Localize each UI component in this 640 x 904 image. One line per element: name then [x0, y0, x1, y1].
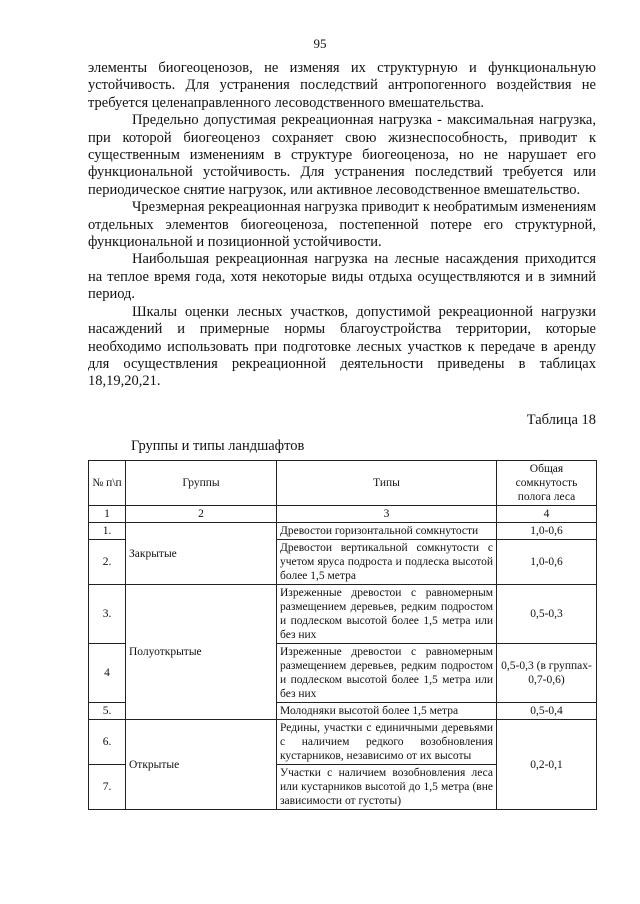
row-number: 6. — [89, 720, 126, 765]
landscape-table — [88, 460, 597, 810]
density-cell: 1,0-0,6 — [497, 540, 597, 585]
table-row — [89, 523, 597, 540]
type-cell: Древостои вертикальной сомкнутости с учетом яруса подроста и подлеска высотой более 1,5 метра — [277, 540, 497, 585]
page-number: 95 — [313, 36, 327, 51]
density-cell: 0,5-0,3 (в группах- 0,7-0,6) — [497, 644, 597, 703]
density-cell: 0,5-0,3 — [497, 585, 597, 644]
density-cell: 0,2-0,1 — [497, 720, 597, 810]
table-title: Группы и типы ландшафтов — [131, 438, 305, 454]
paragraph: Чрезмерная рекреационная нагрузка приводит к необратимым изменениям отдельных элементов биогеоценоза, постепенной потере его структурной, функциональной и позиционной устойчивости. — [88, 199, 596, 251]
header-num: № п\п — [89, 461, 126, 506]
row-number: 7. — [89, 765, 126, 810]
group-open: Открытые — [126, 720, 277, 810]
density-cell: 0,5-0,4 — [497, 703, 597, 720]
type-cell: Изреженные древостои с равномерным размещением деревьев, редким подростом и подлеском высотой более 1,5 метра или без них — [277, 585, 497, 644]
header-groups: Группы — [126, 461, 277, 506]
index-cell: 3 — [277, 506, 497, 523]
group-semi-open: Полуоткрытые — [126, 585, 277, 720]
body-text — [88, 60, 596, 391]
density-cell: 1,0-0,6 — [497, 523, 597, 540]
header-types: Типы — [277, 461, 497, 506]
paragraph: элементы биогеоценозов, не изменяя их структурную и функциональную устойчивость. Для устранения последствий антропогенного воздействия не требуется целенаправленного лесоводственного вмешательства. — [88, 60, 596, 111]
row-number: 5. — [89, 703, 126, 720]
table-row — [89, 720, 597, 765]
paragraph: Шкалы оценки лесных участков, допустимой рекреационной нагрузки насаждений и примерные нормы благоустройства территории, которые необходимо использовать при подготовке лесных участков к передаче в аренду для осуществления рекреационной деятельности приведены в таблицах 18,19,20,21. — [88, 303, 596, 390]
table-row — [89, 585, 597, 644]
row-number: 3. — [89, 585, 126, 644]
type-cell: Изреженные древостои с равномерным размещением деревьев, редким подростом и подлеском высотой более 1,5 метра или без них — [277, 644, 497, 703]
index-cell: 1 — [89, 506, 126, 523]
header-row — [89, 461, 597, 506]
index-cell: 2 — [126, 506, 277, 523]
row-number: 1. — [89, 523, 126, 540]
header-density: Общая сомкнутость полога леса — [497, 461, 597, 506]
paragraph: Предельно допустимая рекреационная нагрузка - максимальная нагрузка, при которой биогеоценоз сохраняет свою жизнеспособность, приводит к существенным изменениям в структуре биогеоценоза, но не нарушает его функциональной устойчивость. Для устранения последствий требуется или периодическое снятие нагрузок, или активное лесоводственное вмешательство. — [88, 112, 596, 198]
index-cell: 4 — [497, 506, 597, 523]
type-cell: Древостои горизонтальной сомкнутости — [277, 523, 497, 540]
index-row — [89, 506, 597, 523]
type-cell: Молодняки высотой более 1,5 метра — [277, 703, 497, 720]
group-closed: Закрытые — [126, 523, 277, 585]
paragraph: Наибольшая рекреационная нагрузка на лесные насаждения приходится на теплое время года, хотя некоторые виды отдыха осуществляются и в зимний период. — [88, 251, 596, 303]
row-number: 4 — [89, 644, 126, 703]
type-cell: Участки с наличием возобновления леса или кустарников высотой до 1,5 метра (вне зависимости от густоты) — [277, 765, 497, 810]
table-label: Таблица 18 — [526, 412, 596, 428]
row-number: 2. — [89, 540, 126, 585]
type-cell: Редины, участки с единичными деревьями с наличием редкого возобновления кустарников, независимо от их высоты — [277, 720, 497, 765]
